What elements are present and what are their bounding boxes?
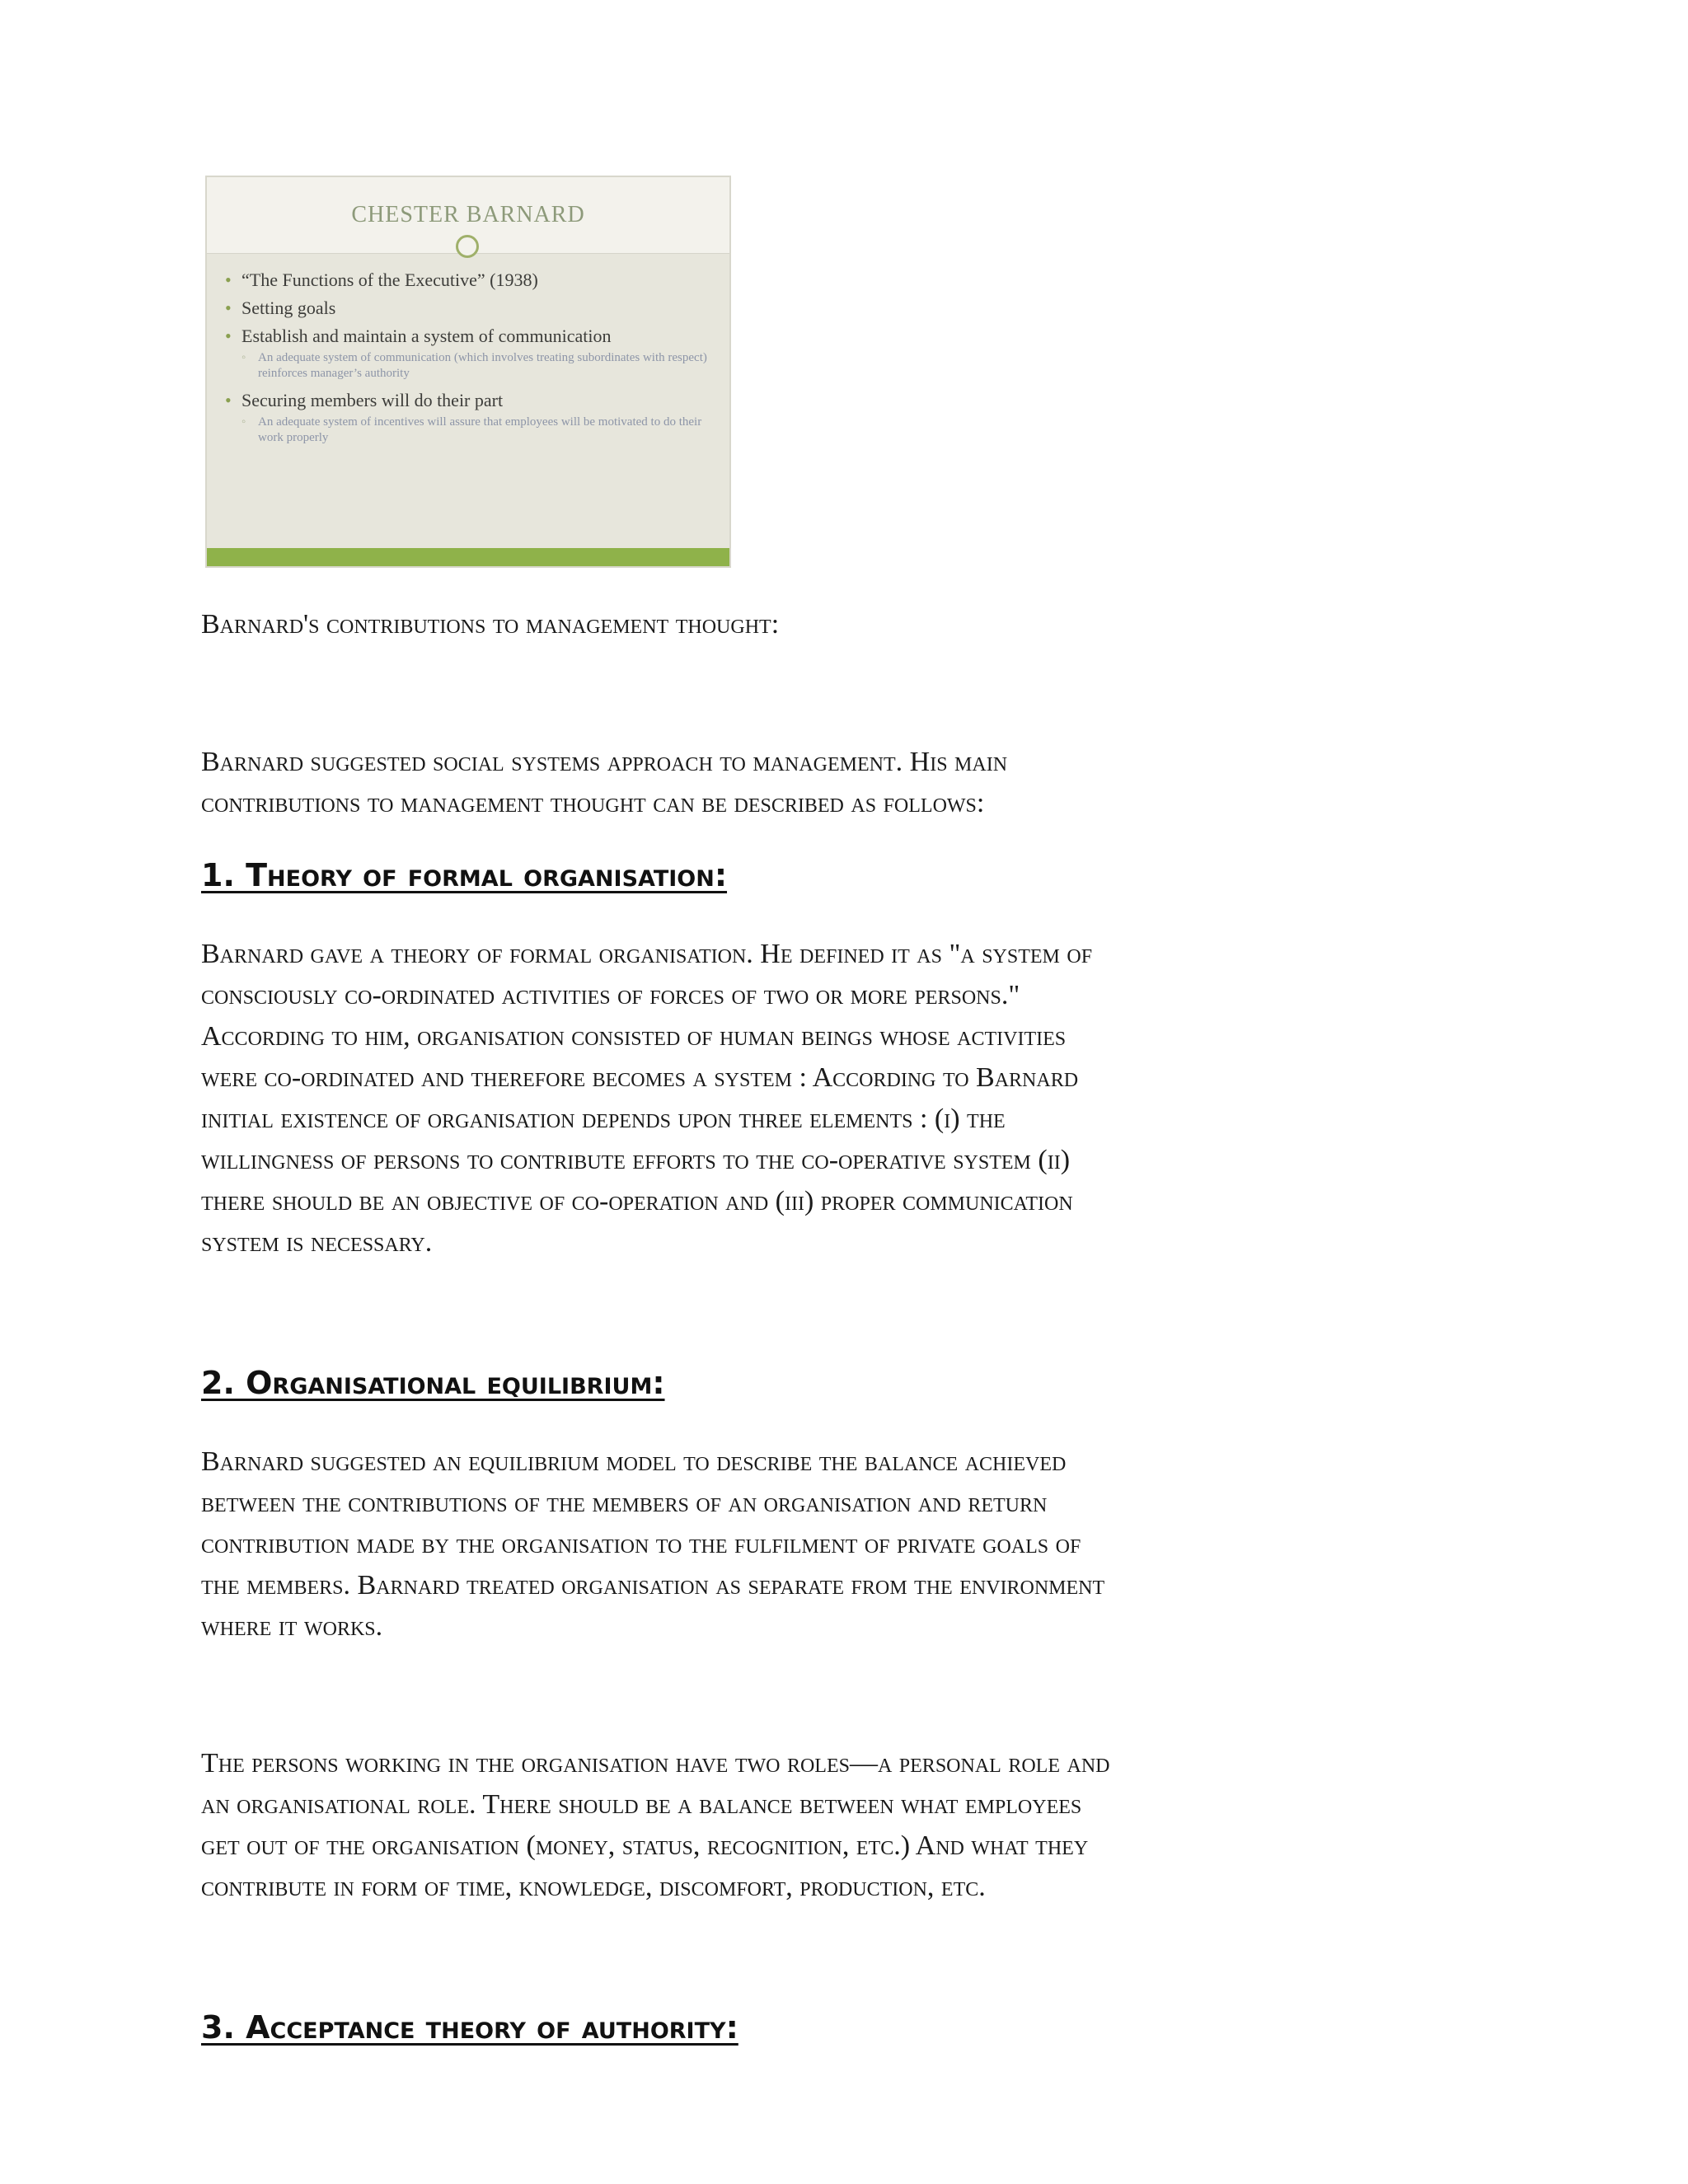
paragraph-line: the members. Barnard treated organisation as separate from the environment (201, 1570, 1105, 1601)
paragraph-line: Barnard suggested an equilibrium model to describe the balance achieved (201, 1446, 1067, 1477)
paragraph-line: system is necessary. (201, 1227, 433, 1258)
paragraph-line: Barnard gave a theory of formal organisation. He defined it as "a system of (201, 939, 1093, 969)
paragraph-line: The persons working in the organisation have two roles—a personal role and (201, 1748, 1110, 1779)
paragraph-line: consciously co-ordinated activities of forces of two or more persons." (201, 980, 1020, 1010)
section-2-paragraph-a (201, 1441, 1104, 1647)
section-3-heading: 3. Acceptance theory of authority: (201, 2009, 738, 2046)
paragraph-line: were co-ordinated and therefore becomes a system : According to Barnard (201, 1062, 1079, 1093)
paragraph-line: willingness of persons to contribute efforts to the co-operative system (ii) (201, 1145, 1071, 1175)
paragraph-line: Barnard suggested social systems approach to management. His main (201, 747, 1008, 777)
section-2-heading: 2. Organisational equilibrium: (201, 1365, 665, 1401)
slide-sub-bullet: ◦ An adequate system of communication (which involves treating subordinates with respect) reinforces manager’s authority (223, 350, 713, 382)
intro-heading: Barnard's contributions to management thought: (201, 609, 780, 640)
paragraph-line: contribution made by the organisation to the fulfilment of private goals of (201, 1529, 1081, 1559)
slide-footer-bar (207, 548, 729, 566)
slide-sub-bullet: ◦ An adequate system of incentives will assure that employees will be motivated to do their work properly (223, 415, 713, 446)
section-2-paragraph-b (201, 1743, 1109, 1908)
paragraph-line: get out of the organisation (money, status, recognition, etc.) And what they (201, 1830, 1089, 1861)
slide-bullet: • “The Functions of the Executive” (1938) (223, 266, 713, 294)
slide-bullet: • Establish and maintain a system of communication (223, 322, 713, 350)
section-1-heading: 1. Theory of formal organisation: (201, 857, 728, 893)
paragraph-line: between the contributions of the members of an organisation and return (201, 1488, 1048, 1518)
slide-bullet: • Setting goals (223, 294, 713, 322)
slide-image (205, 176, 731, 568)
paragraph-line: there should be an objective of co-operation and (iii) proper communication (201, 1186, 1073, 1216)
circle-ornament-icon (456, 235, 479, 258)
paragraph-line: contribute in form of time, knowledge, discomfort, production, etc. (201, 1872, 986, 1902)
section-1-paragraph (201, 934, 1092, 1263)
intro-paragraph (201, 742, 1007, 824)
slide-body (223, 266, 713, 451)
paragraph-line: initial existence of organisation depends upon three elements : (i) the (201, 1104, 1006, 1134)
paragraph-line: contributions to management thought can be described as follows: (201, 788, 985, 818)
slide-title: CHESTER BARNARD (351, 202, 585, 227)
paragraph-line: According to him, organisation consisted of human beings whose activities (201, 1021, 1067, 1052)
paragraph-line: an organisational role. There should be a balance between what employees (201, 1789, 1082, 1820)
slide-bullet: • Securing members will do their part (223, 387, 713, 415)
paragraph-line: where it works. (201, 1611, 383, 1642)
